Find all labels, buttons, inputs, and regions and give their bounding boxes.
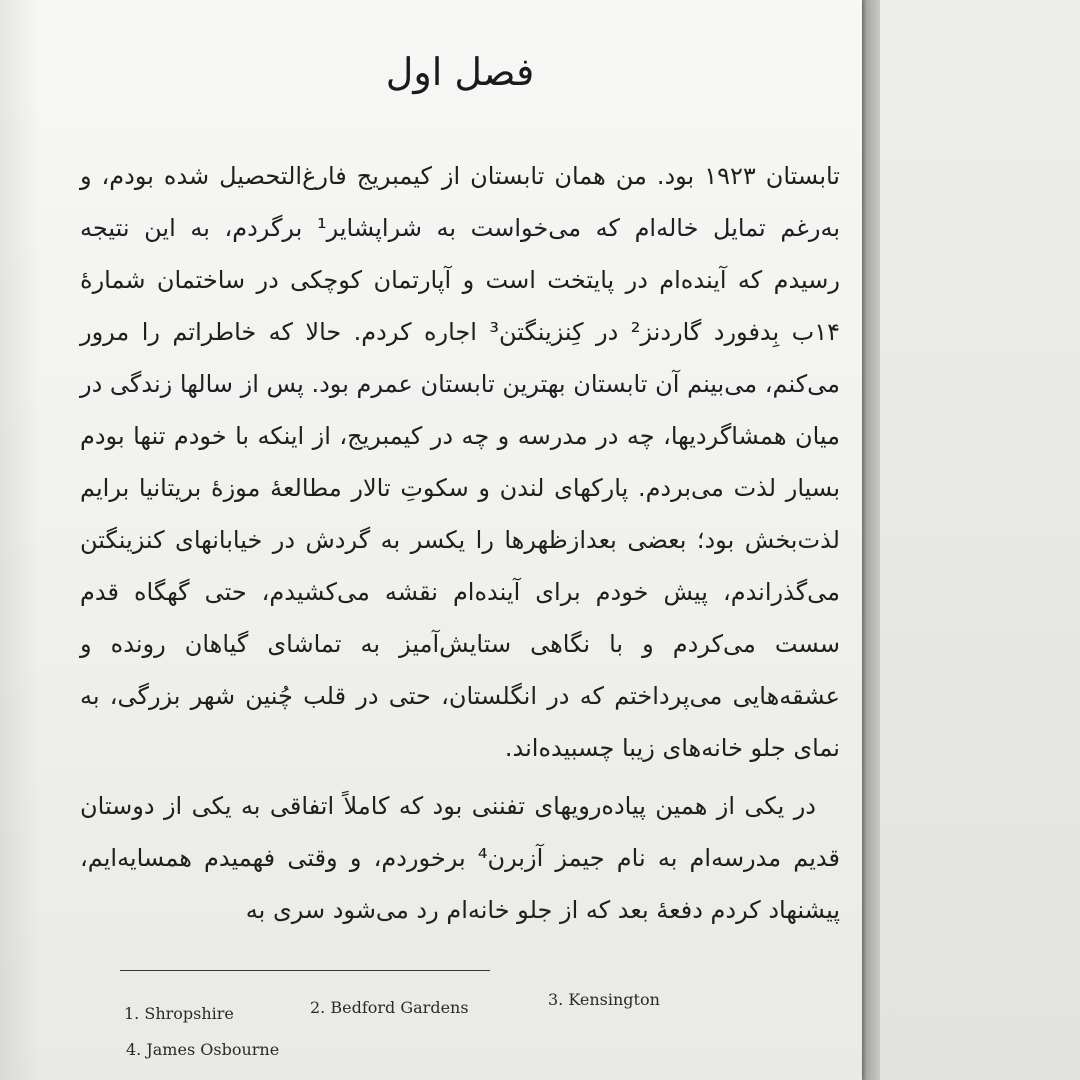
paragraph-1: تابستان ۱۹۲۳ بود. من همان تابستان از کیمبریج فارغ‌التحصیل شده بودم، و به‌رغم تمایل خاله‌ام که می‌خواست به شراپشایر¹ برگردم، به این نتیجه رسیدم که آینده‌ام در پایتخت است و آپارتمان کوچکی در ساختمان شمارهٔ ۱۴ب بِدفورد گاردنز² در کِنزینگتن³ اجاره کردم. حالا که خاطراتم را مرور می‌کنم، می‌بینم آن تابستان بهترین تابستان عمرم بود. پس از سالها زندگی در میان همشاگردیها، چه در مدرسه و چه در کیمبریج، از اینکه با خودم تنها بودم بسیار لذت می‌بردم. پارکهای لندن و سکوتِ تالار مطالعهٔ موزهٔ بریتانیا برایم لذت‌بخش بود؛ بعضی بعدازظهرها را یکسر به گردش در خیابانهای کنزینگتن می‌گذراندم، پیش خودم برای آینده‌ام نقشه می‌کشیدم، حتی گهگاه قدم سست می‌کردم و با نگاهی ستایش‌آمیز به تماشای گیاهان رونده و عشقه‌هایی می‌پرداختم که در انگلستان، حتی در قلب چُنین شهر بزرگی، به نمای جلو خانه‌های زیبا چسبیده‌اند. (80, 162, 841, 762)
footnote-2: 2. Bedford Gardens (310, 998, 469, 1017)
paragraph-2: در یکی از همین پیاده‌رویهای تفننی بود که کاملاً اتفاقی به یکی از دوستان قدیم مدرسه‌ام به نام جیمز آزبرن⁴ برخوردم، و وقتی فهمیدم همسایه‌ایم، پیشنهاد کردم دفعهٔ بعد که از جلو خانه‌ام رد می‌شود سری به (80, 792, 840, 924)
footnote-separator (120, 970, 490, 971)
page-binding-shadow (0, 0, 40, 1080)
chapter-title: فصل اول (385, 50, 535, 94)
footnote-3: 3. Kensington (548, 990, 660, 1009)
footnote-1: 1. Shropshire (124, 1004, 234, 1023)
body-text (80, 150, 840, 936)
footnote-4: 4. James Osbourne (126, 1040, 280, 1059)
adjacent-page (880, 0, 1080, 1080)
footnotes (124, 990, 724, 1068)
